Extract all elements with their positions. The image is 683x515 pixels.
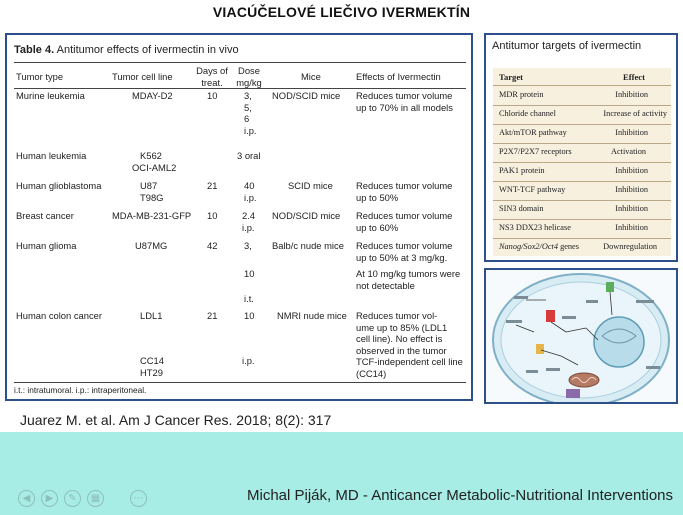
row-breast-cell: MDA-MB-231-GFP xyxy=(112,210,192,221)
row-glioma-tumor: Human glioma xyxy=(16,240,77,251)
row-glioblastoma-days: 21 xyxy=(207,180,218,191)
row-murine-effect: Reduces tumor volume up to 70% in all models xyxy=(356,90,453,113)
pen-icon[interactable]: ✎ xyxy=(64,490,81,507)
diagram-label xyxy=(636,300,654,303)
row-colon-dose-2: i.p. xyxy=(242,355,255,366)
target-row: NS3 DDX23 helicase Inhibition xyxy=(499,223,648,232)
header-cell-line: Tumor cell line xyxy=(112,71,173,82)
row-glioma-dose-1: 3, xyxy=(244,240,252,251)
diagram-label xyxy=(526,370,538,373)
row-murine-dose: 3, 5, 6 i.p. xyxy=(244,90,257,136)
row-glioma-cell: U87MG xyxy=(135,240,168,251)
target-row: MDR protein Inhibition xyxy=(499,90,648,99)
row-colon-mice: NMRI nude mice xyxy=(277,310,347,321)
channel-protein xyxy=(536,344,544,354)
table-label: Table 4. xyxy=(14,44,55,56)
targets-header-target: Target xyxy=(499,72,524,82)
target-row: Nanog/Sox2/Oct4 genes Downregulation xyxy=(499,242,657,251)
target-row: Chloride channel Increase of activity xyxy=(499,109,667,118)
diagram-label xyxy=(646,366,660,369)
row-colon-cell-2: CC14 HT29 xyxy=(140,355,164,378)
header-tumor-type: Tumor type xyxy=(16,71,64,82)
header-days: Days of treat. xyxy=(196,65,228,88)
target-row: P2X7/P2X7 receptors Activation xyxy=(499,147,646,156)
membrane-receptor xyxy=(546,310,555,322)
targets-header-effect: Effect xyxy=(623,72,645,82)
table-bottom-rule xyxy=(14,382,466,383)
target-row: PAK1 protein Inhibition xyxy=(499,166,648,175)
ivermectin-in-vivo-table xyxy=(5,33,473,401)
next-slide-icon[interactable]: ▶ xyxy=(41,490,58,507)
row-glioma-effect-a: Reduces tumor volume up to 50% at 3 mg/kg. xyxy=(356,240,453,263)
row-glioma-dose-3: i.t. xyxy=(244,293,254,304)
row-glioma-dose-2: 10 xyxy=(244,268,255,279)
previous-slide-icon[interactable]: ◀ xyxy=(18,490,35,507)
table-header-rule xyxy=(14,88,466,89)
row-glioblastoma-effect: Reduces tumor volume up to 50% xyxy=(356,180,453,203)
diagram-label xyxy=(546,368,560,371)
header-mice: Mice xyxy=(301,71,321,82)
cell-mechanism-diagram xyxy=(484,268,678,404)
row-glioblastoma-dose: 40 i.p. xyxy=(244,180,257,203)
antitumor-targets-panel xyxy=(484,33,678,262)
row-colon-effect: Reduces tumor vol- ume up to 85% (LDL1 cell line). No effect is observed in the tumor TCF-independent cell line (CC14) xyxy=(356,310,463,379)
pump-protein xyxy=(566,389,580,398)
header-effects: Effects of Ivermectin xyxy=(356,71,441,82)
row-breast-tumor: Breast cancer xyxy=(16,210,74,221)
header-dose: Dose mg/kg xyxy=(236,65,262,88)
table-top-rule xyxy=(14,62,466,63)
target-row: SIN3 domain Inhibition xyxy=(499,204,648,213)
row-glioblastoma-mice: SCID mice xyxy=(288,180,333,191)
targets-title: Antitumor targets of ivermectin xyxy=(492,40,642,52)
target-row: WNT-TCF pathway Inhibition xyxy=(499,185,648,194)
row-glioblastoma-tumor: Human glioblastoma xyxy=(16,180,102,191)
mitochondrion xyxy=(569,373,599,387)
row-colon-tumor: Human colon cancer xyxy=(16,310,102,321)
row-human-leukemia-tumor: Human leukemia xyxy=(16,150,87,161)
row-breast-mice: NOD/SCID mice xyxy=(272,210,341,221)
nucleus xyxy=(594,317,644,367)
diagram-label xyxy=(506,320,522,323)
row-murine-tumor: Murine leukemia xyxy=(16,90,85,101)
table-caption: Antitumor effects of ivermectin in vivo xyxy=(56,44,239,56)
row-breast-days: 10 xyxy=(207,210,218,221)
row-murine-days: 10 xyxy=(207,90,218,101)
footer-author: Michal Piják, MD - Anticancer Metabolic-Nutritional Interventions xyxy=(247,487,673,504)
row-glioma-days: 42 xyxy=(207,240,218,251)
slides-grid-icon[interactable]: ▦ xyxy=(87,490,104,507)
receptor-protein xyxy=(606,282,614,292)
row-breast-dose: 2.4 i.p. xyxy=(242,210,256,233)
row-colon-days: 21 xyxy=(207,310,218,321)
more-options-icon[interactable]: ⋯ xyxy=(130,490,147,507)
diagram-label xyxy=(514,296,528,299)
citation: Juarez M. et al. Am J Cancer Res. 2018; 8(2): 317 xyxy=(20,412,332,428)
slide-title: VIACÚČELOVÉ LIEČIVO IVERMEKTÍN xyxy=(212,4,471,20)
row-human-leukemia-cells: K562 OCI-AML2 xyxy=(132,150,177,173)
table-footnote: i.t.: intratumoral. i.p.: intraperitoneal. xyxy=(14,385,147,395)
row-glioblastoma-cells: U87 T98G xyxy=(140,180,164,203)
table-title xyxy=(14,44,239,56)
row-human-leukemia-dose: 3 oral xyxy=(237,150,261,161)
diagram-label xyxy=(562,316,576,319)
row-murine-mice: NOD/SCID mice xyxy=(272,90,341,101)
targets-table xyxy=(493,68,671,256)
target-row: Akt/mTOR pathway Inhibition xyxy=(499,128,648,137)
row-breast-effect: Reduces tumor volume up to 60% xyxy=(356,210,453,233)
diagram-label xyxy=(586,300,598,303)
row-colon-cell-1: LDL1 xyxy=(140,310,163,321)
row-glioma-effect-b: At 10 mg/kg tumors were not detectable xyxy=(356,268,461,291)
row-colon-dose-1: 10 xyxy=(244,310,255,321)
row-glioma-mice: Balb/c nude mice xyxy=(272,240,344,251)
row-murine-cell: MDAY-D2 xyxy=(132,90,173,101)
cell-diagram-graphic xyxy=(486,270,676,402)
